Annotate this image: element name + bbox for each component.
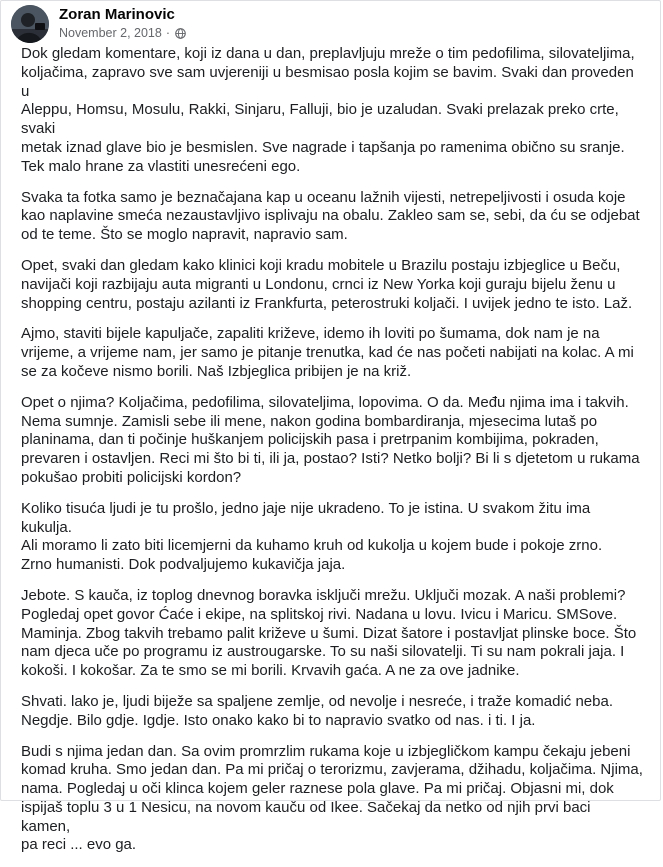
post-paragraph: Budi s njima jedan dan. Sa ovim promrzlim rukama koje u izbjegličkom kampu čekaju jebeni komad kruha. Smo jedan dan. Pa mi pričaj o terorizmu, zavjerama, džihadu, koljačima. Njima, nama. Pogledaj u oči klinca kojem geler raznese pola glave. Pa mi pričaj. Objasni mi, dok ispijaš toplu 3 u 1 Nesicu, na novom kauču od Ikee. Sačekaj da netko od njih prvi baci kamen, pa reci ... evo ga. bbox=[21, 742, 643, 854]
post-paragraph: Svaka ta fotka samo je beznačajana kap u oceanu lažnih vijesti, netrepeljivosti i osuda koje kao naplavine smeća nezaustavljivo isplivaju na obalu. Zakleo sam se, sebi, da ću se odjebat od te teme. Što se moglo napravit, napravio sam. bbox=[21, 188, 640, 244]
meta-separator: · bbox=[165, 26, 171, 40]
post-paragraph: Dok gledam komentare, koji iz dana u dan, preplavljuju mreže o tim pedofilima, silovateljima, koljačima, zapravo sve sam uvjereniji u besmisao posla kojim se bavim. Svaki dan proveden u Aleppu, Homsu, Mosulu, Rakki, Sinjaru, Falluji, bio je uzaludan. Svaki prelazak preko crte, svaki metak iznad glave bio je besmislen. Sve nagrade i tapšanja po ramenima obično su sranje. Tek malo hrane za vlastiti unesrećeni ego. bbox=[21, 45, 635, 175]
author-name[interactable]: Zoran Marinovic bbox=[59, 6, 175, 23]
post-paragraph: Opet, svaki dan gledam kako klinici koji kradu mobitele u Brazilu postaju izbjeglice u Beču, navijači koji razbijaju auta migranti u Londonu, crnci iz New Yorka koji guraju bijelu ženu u shopping centru, postaju azilanti iz Frankfurta, peterostruki koljači. I uvijek jedno te isto. Laž. bbox=[21, 256, 633, 312]
post-date[interactable]: November 2, 2018 bbox=[59, 26, 162, 40]
post-paragraph: Ajmo, staviti bijele kapuljače, zapaliti križeve, idemo ih loviti po šumama, dok nam je na vrijeme, a vrijeme nam, jer samo je pitanje trenutka, kad će nas početi nabijati na kolac. A mi se za kočeve nismo borili. Naš Izbjeglica pribijen je na križ. bbox=[21, 325, 634, 380]
post-paragraph: Koliko tisuća ljudi je tu prošlo, jedno jaje nije ukradeno. To je istina. U svakom žitu ima kukulja. Ali moramo li zato biti licemjerni da kuhamo kruh od kukolja u kojem bude i pokoje zrno. Zrno humanisti. Dok podvaljujemo kukavičja jaja. bbox=[21, 499, 603, 574]
avatar[interactable] bbox=[11, 5, 49, 43]
post-meta bbox=[59, 26, 186, 40]
post-body bbox=[21, 45, 643, 867]
post-paragraph: Opet o njima? Koljačima, pedofilima, silovateljima, lopovima. O da. Među njima ima i takvih. Nema sumnje. Zamisli sebe ili mene, nakon godina bombardiranja, mjesecima lutaš po planinama, dan ti počinje huškanjem policijskih pasa i pretrpanim kombijima, pokraden, prevaren i ostavljen. Reci mi što bi ti, ili ja, postao? Isti? Netko bolji? Bi li s djetetom u rukama pokušao probiti policijski kordon? bbox=[21, 393, 640, 486]
globe-icon[interactable] bbox=[175, 28, 186, 39]
post-paragraph: Shvati. lako je, ljudi biježe sa spaljene zemlje, od nevolje i nesreće, i traže komadić neba. Negdje. Bilo gdje. Igdje. Isto onako kako bi to napravio svatko od nas. i ti. I ja. bbox=[21, 692, 613, 729]
post-paragraph: Jebote. S kauča, iz toplog dnevnog boravka isključi mrežu. Uključi mozak. A naši problemi? Pogledaj opet govor Ćaće i ekipe, na splitskoj rivi. Nadana u lovu. Ivicu i Maricu. SMSove. Maminja. Zbog takvih trebamo palit križeve u šumi. Dizat šatore i postavljat plinske boce. Što nam djeca uče po programu iz austrougarske. To su naši silovatelji. Ti su nam pokrali jaja. I kokoši. I kokošar. Za te smo se mi borili. Krvavih gaća. A ne za ove jadnike. bbox=[21, 586, 637, 680]
